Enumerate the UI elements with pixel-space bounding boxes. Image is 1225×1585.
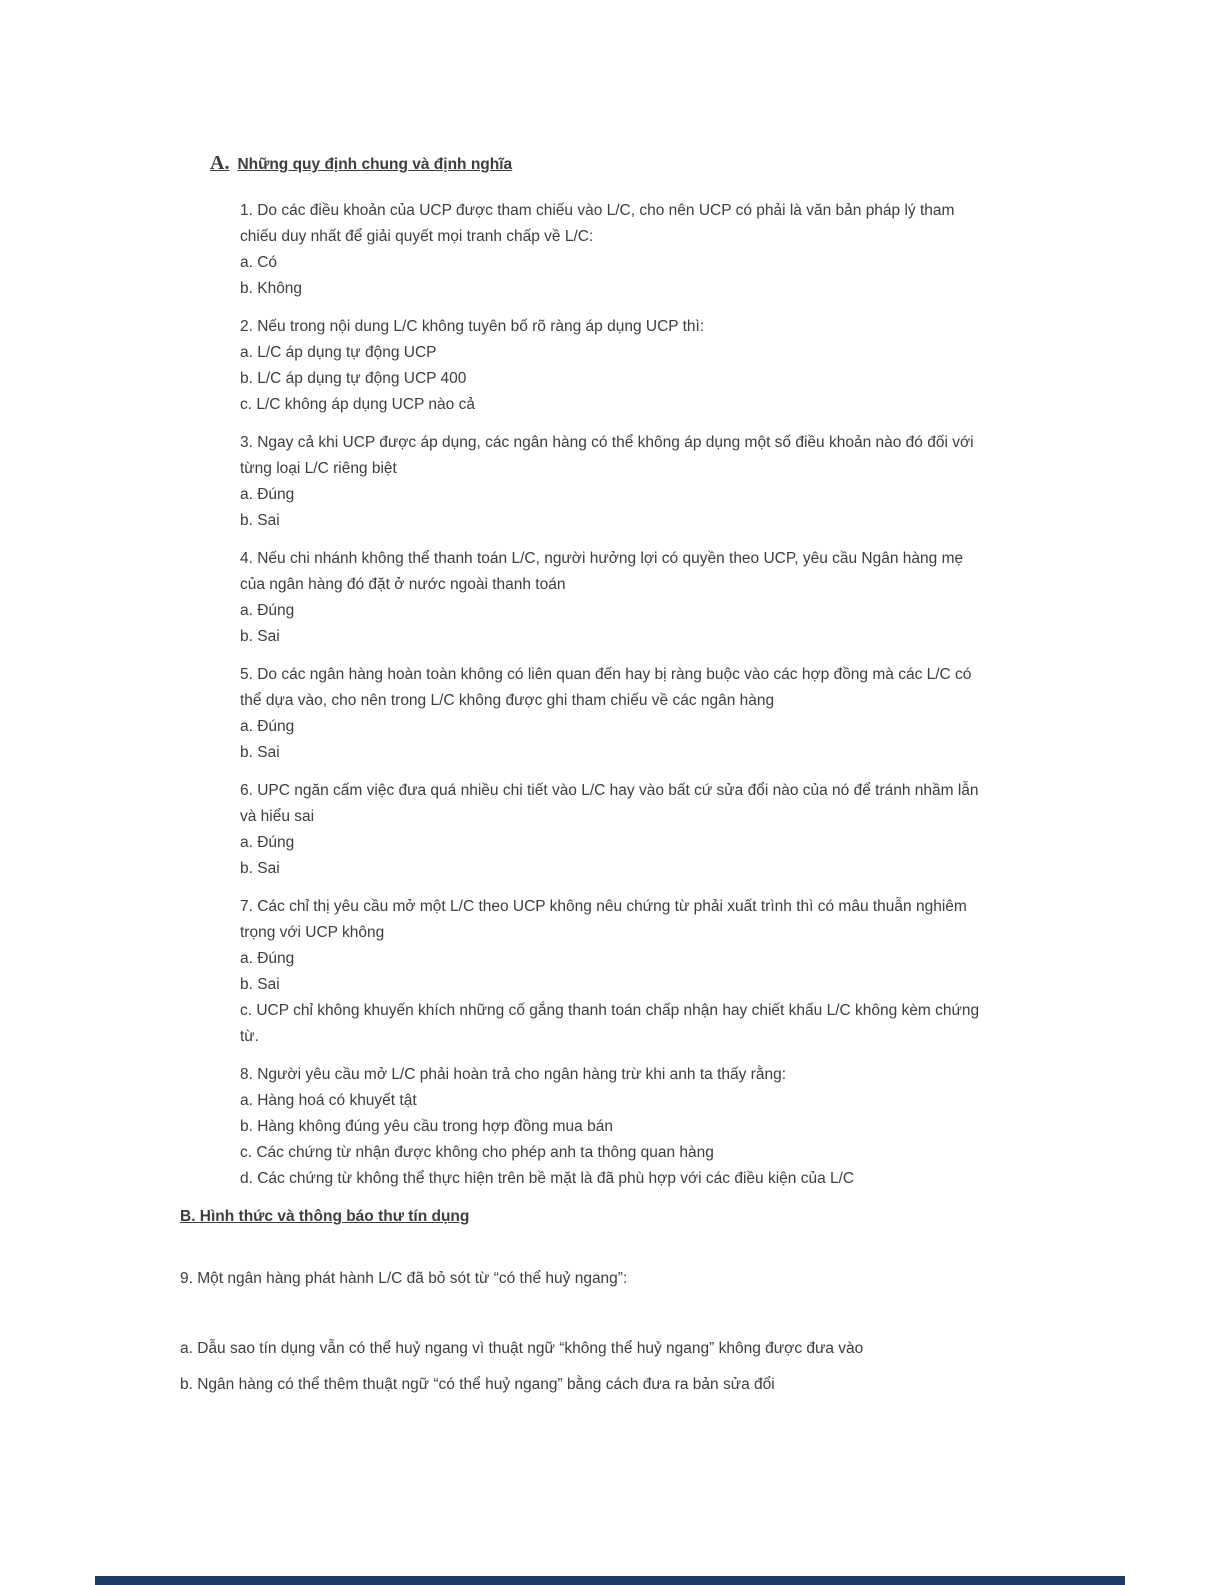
answer-option: b. Sai [240, 512, 280, 529]
question-text: 1. Do các điều khoản của UCP được tham chiếu vào L/C, cho nên UCP có phải là văn bản pháp lý tham chiếu duy nhất để giải quyết mọi tranh chấp về L/C: [240, 202, 955, 245]
answer-option: a. Đúng [240, 718, 295, 735]
answer-option: c. L/C không áp dụng UCP nào cả [240, 396, 475, 413]
question-text: 4. Nếu chi nhánh không thể thanh toán L/C, người hưởng lợi có quyền theo UCP, yêu cầu Ngân hàng mẹ của ngân hàng đó đặt ở nước ngoài thanh toán [240, 550, 964, 593]
answer-option: b. Ngân hàng có thể thêm thuật ngữ “có thể huỷ ngang” bằng cách đưa ra bản sửa đổi [180, 1376, 775, 1393]
question-block [240, 314, 992, 418]
question-9-block [180, 1266, 1140, 1398]
answer-option: c. UCP chỉ không khuyến khích những cố gắng thanh toán chấp nhận hay chiết khấu L/C không kèm chứng từ. [240, 1002, 980, 1045]
answer-option: b. Hàng không đúng yêu cầu trong hợp đồng mua bán [240, 1118, 613, 1135]
footer-bar [95, 1576, 1125, 1585]
question-text: 8. Người yêu cầu mở L/C phải hoàn trả cho ngân hàng trừ khi anh ta thấy rằng: [240, 1066, 787, 1083]
question-block [240, 430, 992, 534]
question-text: 3. Ngay cả khi UCP được áp dụng, các ngân hàng có thể không áp dụng một số điều khoản nào đó đối với từng loại L/C riêng biệt [240, 434, 974, 477]
question-text: 9. Một ngân hàng phát hành L/C đã bỏ sót từ “có thể huỷ ngang”: [180, 1270, 628, 1287]
answer-option: a. Đúng [240, 602, 295, 619]
answer-option: c. Các chứng từ nhận được không cho phép anh ta thông quan hàng [240, 1144, 714, 1161]
answer-option: b. Sai [240, 744, 280, 761]
question-text: 5. Do các ngân hàng hoàn toàn không có liên quan đến hay bị ràng buộc vào các hợp đồng mà các L/C có thể dựa vào, cho nên trong L/C không được ghi tham chiếu về các ngân hàng [240, 666, 972, 709]
section-a-label: A. [210, 152, 230, 174]
answer-option: a. Có [240, 254, 278, 271]
question-block [240, 894, 992, 1050]
question-block [240, 546, 992, 650]
question-block [240, 662, 992, 766]
section-a-heading [210, 150, 1225, 178]
question-block [240, 198, 992, 302]
answer-option: a. L/C áp dụng tự động UCP [240, 344, 437, 361]
answer-option: a. Dẫu sao tín dụng vẫn có thể huỷ ngang vì thuật ngữ “không thể huỷ ngang” không được đưa vào [180, 1340, 864, 1357]
answer-option: b. Sai [240, 860, 280, 877]
question-block [240, 1062, 992, 1192]
section-b-heading: B. Hình thức và thông báo thư tín dụng [180, 1208, 470, 1225]
answer-option: d. Các chứng từ không thể thực hiện trên bề mặt là đã phù hợp với các điều kiện của L/C [240, 1170, 855, 1187]
question-text: 2. Nếu trong nội dung L/C không tuyên bố rõ ràng áp dụng UCP thì: [240, 318, 705, 335]
section-a-title: Những quy định chung và định nghĩa [237, 156, 513, 173]
answer-option: b. Sai [240, 976, 280, 993]
answer-option: a. Đúng [240, 486, 295, 503]
answer-option: b. Sai [240, 628, 280, 645]
answer-option: a. Đúng [240, 834, 295, 851]
answer-option: b. Không [240, 280, 303, 297]
answer-option: a. Hàng hoá có khuyết tật [240, 1092, 417, 1109]
questions-section [240, 198, 992, 1192]
question-text: 6. UPC ngăn cấm việc đưa quá nhiều chi tiết vào L/C hay vào bất cứ sửa đổi nào của nó để tránh nhầm lẫn và hiểu sai [240, 782, 979, 825]
question-text: 7. Các chỉ thị yêu cầu mở một L/C theo UCP không nêu chứng từ phải xuất trình thì có mâu thuẫn nghiêm trọng với UCP không [240, 898, 967, 941]
answer-option: a. Đúng [240, 950, 295, 967]
question-block [240, 778, 992, 882]
answer-option: b. L/C áp dụng tự động UCP 400 [240, 370, 467, 387]
